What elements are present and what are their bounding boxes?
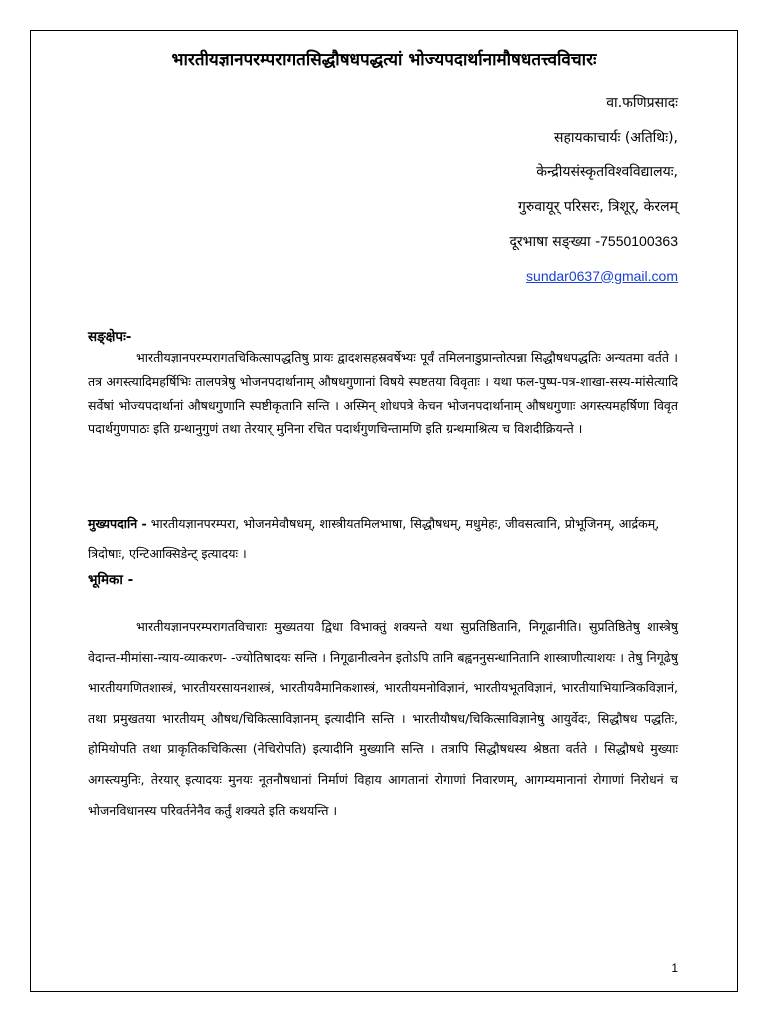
document-title: भारतीयज्ञानपरम्परागतसिद्धौषधपद्धत्यां भोज्यपदार्थानामौषधतत्त्वविचारः	[171, 50, 597, 70]
author-name: वा.फणिप्रसादः	[606, 95, 678, 111]
author-block	[510, 92, 679, 299]
abstract-text: भारतीयज्ञानपरम्परागतचिकित्सापद्धतिषु प्रायः द्वादशसहस्रवर्षेभ्यः पूर्वं तमिलनाडुप्रान्तोत्पन्ना सिद्धौषधपद्धतिः अन्यतमा वर्तते । तत्र अगस्त्यादिमहर्षिभिः तालपत्रेषु भोजनपदार्थानाम् औषधगुणानां विषये स्पष्टतया विवृताः । यथा फल-पुष्प-पत्र-शाखा-सस्य-मांसेत्यादि सर्वेषां भोज्यपदार्थानां औषधगुणानि स्पष्टीकृतानि सन्ति । अस्मिन् शोधपत्रे केचन भोजनपदार्थानाम् औषधगुणाः अगस्त्यमहर्षिणा विवृत पदार्थगुणपाठः इति ग्रन्थानुगुणं तथा तेरयार् मुनिना रचित पदार्थगुणचिन्तामणि इति ग्रन्थमाश्रित्य च विशदीक्रियन्ते ।	[88, 350, 678, 437]
page-number: 1	[671, 961, 678, 975]
abstract-heading: सङ्क्षेपः-	[88, 329, 132, 345]
phone-label: दूरभाषा सङ्ख्या -	[509, 234, 601, 250]
email-link[interactable]: sundar0637@gmail.com	[526, 267, 678, 284]
introduction-paragraph	[88, 612, 678, 826]
author-institution: केन्द्रीयसंस्कृतविश्वविद्यालयः,	[536, 164, 678, 180]
phone-number: 7550100363	[600, 233, 678, 249]
introduction-heading: भूमिका -	[88, 572, 134, 588]
author-email-line	[510, 265, 679, 300]
author-campus: गुरुवायूर् परिसरः, त्रिशूर्, केरलम्	[517, 198, 678, 215]
author-designation: सहायकाचार्यः (अतिथिः),	[553, 129, 678, 146]
author-phone-line	[510, 230, 679, 265]
introduction-text: भारतीयज्ञानपरम्परागतविचाराः मुख्यतया द्विधा विभाक्तुं शक्यन्ते यथा सुप्रतिष्ठितानि, निगूढानीति। सुप्रतिष्ठितेषु शास्त्रेषु वेदान्त-मीमांसा-न्याय-व्याकरण- -ज्योतिषादयः सन्ति । निगूढानीत्वनेन इतोऽपि तानि बह्वननुसन्धानितानि शास्त्राणीत्याशयः । तेषु निगूढेषु भारतीयगणितशास्त्रं, भारतीयरसायनशास्त्रं, भारतीयवैमानिकशास्त्रं, भारतीयमनोविज्ञानं, भारतीयभूतविज्ञानं, भारतीयाभियान्त्रिकविज्ञानं, तथा प्रमुखतया भारतीयम् औषध/चिकित्साविज्ञानम् इत्यादीनि सन्ति । भारतीयौषध/चिकित्साविज्ञानेषु आयुर्वेदः, सिद्धौषध पद्धतिः, होमियोपति तथा प्राकृतिकचिकित्सा (नेचिरोपति) इत्यादीनि मुख्यानि सन्ति । तत्रापि सिद्धौषधस्य श्रेष्ठता वर्तते । सिद्धौषधे मुख्याः अगस्त्यमुनिः, तेरयार् इत्यादयः मुनयः नूतनौषधानां निर्माणं विहाय आगतानां रोगाणां निवारणम्, आगम्यमानानां रोगाणां निरोधनं च भोजनविधानस्य परिवर्तनेनैव कर्तुं शक्यते इति कथयन्ति ।	[88, 619, 678, 818]
keywords-paragraph	[88, 509, 678, 569]
abstract-paragraph	[88, 346, 678, 441]
keywords-label: मुख्यपदानि -	[88, 516, 147, 531]
keywords-text: भारतीयज्ञानपरम्परा, भोजनमेवौषधम्, शास्त्रीयतमिलभाषा, सिद्धौषधम्, मधुमेहः, जीवसत्वानि, प्रोभूजिनम्, आर्द्रकम्, त्रिदोषाः, एन्टिआक्सिडेन्ट् इत्यादयः ।	[88, 516, 660, 561]
